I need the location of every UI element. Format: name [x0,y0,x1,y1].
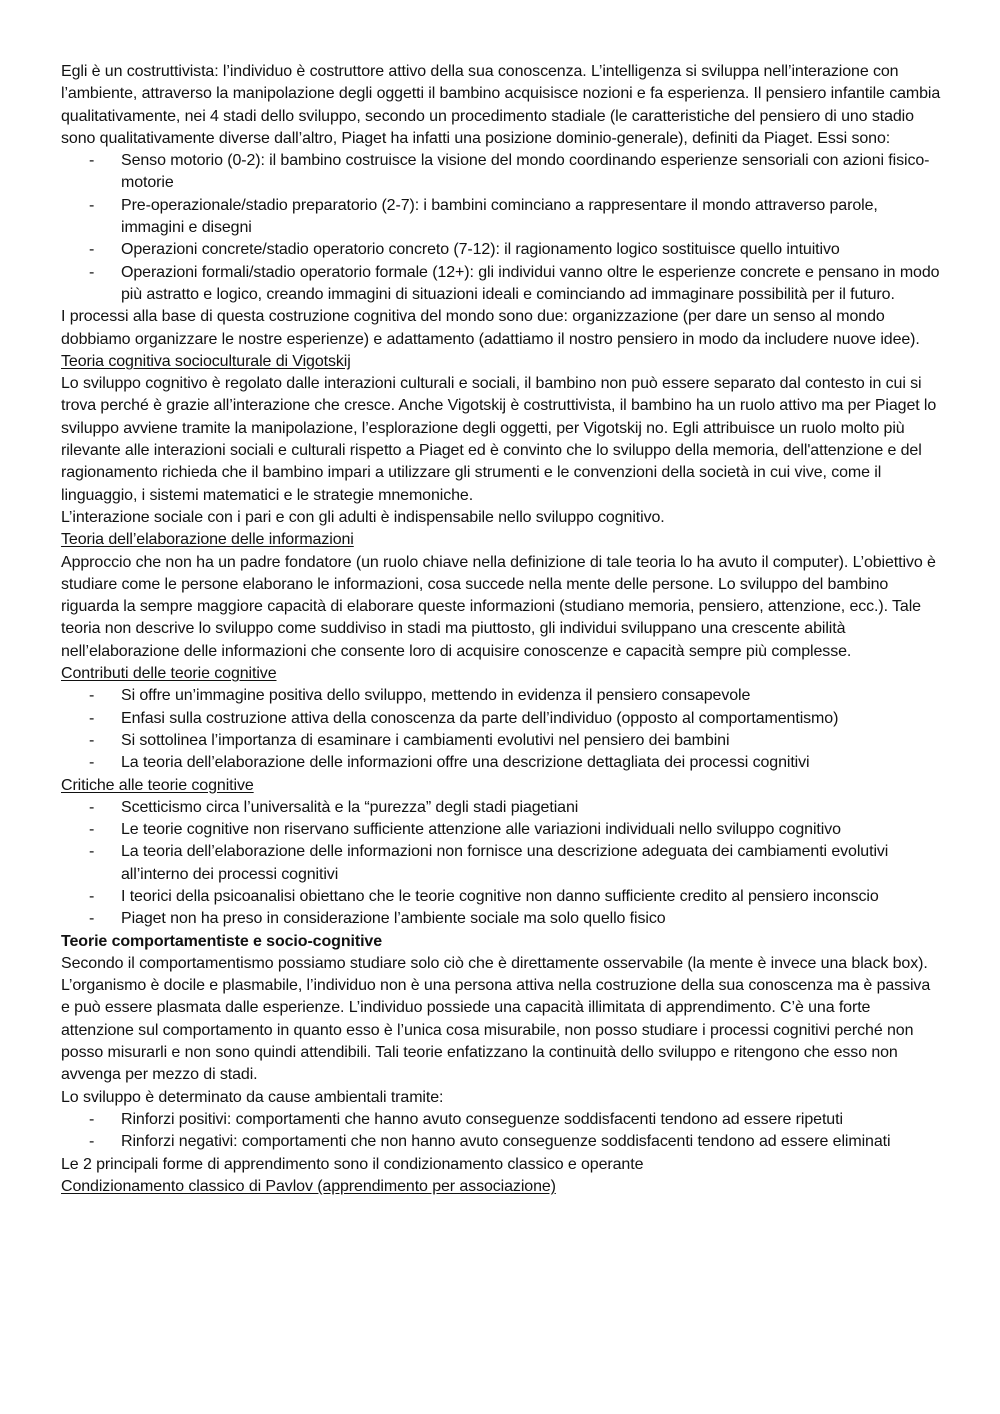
list-item: - Piaget non ha preso in considerazione l’ambiente sociale ma solo quello fisico [61,908,941,930]
paragraph-social-interaction: L’interazione sociale con i pari e con gli adulti è indispensabile nello sviluppo cognitivo. [61,508,665,526]
heading-pavlov: Condizionamento classico di Pavlov (apprendimento per associazione) [61,1177,556,1195]
paragraph-environmental-causes: Lo sviluppo è determinato da cause ambientali tramite: [61,1088,444,1106]
piaget-stages-list [61,150,941,306]
paragraph-learning-forms: Le 2 principali forme di apprendimento sono il condizionamento classico e operante [61,1155,644,1173]
heading-vigotskij: Teoria cognitiva socioculturale di Vigotskij [61,352,351,370]
list-item: - Si sottolinea l’importanza di esaminare i cambiamenti evolutivi nel pensiero dei bambini [61,730,941,752]
paragraph-processes: I processi alla base di questa costruzione cognitiva del mondo sono due: organizzazione (per dare un senso al mondo dobbiamo organizzare le nostre esperienze) e adattamento (adattiamo il nostro pensiero in modo da includere nuove idee). [61,308,920,348]
heading-contributions: Contributi delle teorie cognitive [61,665,277,683]
list-item: - Le teorie cognitive non riservano sufficiente attenzione alle variazioni individuali nello sviluppo cognitivo [61,819,941,841]
list-item: - Senso motorio (0-2): il bambino costruisce la visione del mondo coordinando esperienze sensoriali con azioni fisico-motorie [61,150,941,195]
reinforcements-list [61,1109,941,1154]
contributions-list [61,685,941,774]
list-item: - Rinforzi positivi: comportamenti che hanno avuto conseguenze soddisfacenti tendono ad essere ripetuti [61,1109,941,1131]
list-item: - Operazioni concrete/stadio operatorio concreto (7-12): il ragionamento logico sostituisce quello intuitivo [61,239,941,261]
list-item: - Pre-operazionale/stadio preparatorio (2-7): i bambini cominciano a rappresentare il mondo attraverso parole, immagini e disegni [61,195,941,240]
paragraph-vigotskij: Lo sviluppo cognitivo è regolato dalle interazioni culturali e sociali, il bambino non può essere separato dal contesto in cui si trova perché è grazie all’interazione che cresce. Anche Vigotskij è costruttivista, il bambino ha un ruolo attivo ma per Piaget lo sviluppo avviene tramite la manipolazione, l’esplorazione degli oggetti, per Vigotskij no. Egli attribuisce un ruolo molto più rilevante alle interazioni sociali e culturali rispetto a Piaget ed è convinto che lo sviluppo della memoria, dell'attenzione e del ragionamento richieda che il bambino impari a utilizzare gli strumenti e le convenzioni della società in cui vive, come il linguaggio, i sistemi matematici e le strategie mnemoniche. [61,375,937,504]
list-item: - Enfasi sulla costruzione attiva della conoscenza da parte dell’individuo (opposto al comportamentismo) [61,708,941,730]
list-item: - Si offre un’immagine positiva dello sviluppo, mettendo in evidenza il pensiero consapevole [61,685,941,707]
heading-criticisms: Critiche alle teorie cognitive [61,776,254,794]
document-page [61,61,941,1198]
list-item: - La teoria dell’elaborazione delle informazioni non fornisce una descrizione adeguata dei cambiamenti evolutivi all’interno dei processi cognitivi [61,841,941,886]
list-item: - La teoria dell’elaborazione delle informazioni offre una descrizione dettagliata dei processi cognitivi [61,752,941,774]
paragraph-behaviorism: Secondo il comportamentismo possiamo studiare solo ciò che è direttamente osservabile (la mente è invece una black box). L’organismo è docile e plasmabile, l’individuo non è una persona attiva nella costruzione della sua conoscenza ma è passiva e può essere plasmata dalle esperienze. L’individuo possiede una capacità illimitata di apprendimento. C’è una forte attenzione sul comportamento in quanto esso è l’unica cosa misurabile, non posso studiare i processi cognitivi perché non posso misurarli e non sono quindi attendibili. Tali teorie enfatizzano la continuità dello sviluppo e ritengono che esso non avvenga per mezzo di stadi. [61,954,931,1084]
paragraph-piaget-intro: Egli è un costruttivista: l’individuo è costruttore attivo della sua conoscenza. L’intelligenza si sviluppa nell’interazione con l’ambiente, attraverso la manipolazione degli oggetti il bambino acquisisce nozioni e fa esperienza. Il pensiero infantile cambia qualitativamente, nei 4 stadi dello sviluppo, secondo un procedimento stadiale (le caratteristiche del pensiero di uno stadio sono qualitativamente diverse dall’altro, Piaget ha infatti una posizione dominio-generale), definiti da Piaget. Essi sono: [61,63,941,147]
list-item: - Operazioni formali/stadio operatorio formale (12+): gli individui vanno oltre le esperienze concrete e pensano in modo più astratto e logico, creando immagini di situazioni ideali e cominciando ad immaginare possibilità per il futuro. [61,262,941,307]
list-item: - I teorici della psicoanalisi obiettano che le teorie cognitive non danno sufficiente credito al pensiero inconscio [61,886,941,908]
paragraph-information-processing: Approccio che non ha un padre fondatore (un ruolo chiave nella definizione di tale teoria lo ha avuto il computer). L’obiettivo è studiare come le persone elaborano le informazioni, cosa succede nella mente delle persone. Lo sviluppo del bambino riguarda la sempre maggiore capacità di elaborare queste informazioni (studiano memoria, pensiero, attenzione, ecc.). Tale teoria non descrive lo sviluppo come suddiviso in stadi ma piuttosto, gli individui sviluppano una crescente abilità nell’elaborazione delle informazioni che consente loro di acquisire conoscenze e capacità sempre più complesse. [61,553,936,660]
criticisms-list [61,797,941,931]
heading-information-processing: Teoria dell’elaborazione delle informazioni [61,531,354,549]
heading-behaviorist-theories: Teorie comportamentiste e socio-cognitive [61,932,383,950]
list-item: - Scetticismo circa l’universalità e la “purezza” degli stadi piagetiani [61,797,941,819]
list-item: - Rinforzi negativi: comportamenti che non hanno avuto conseguenze soddisfacenti tendono ad essere eliminati [61,1131,941,1153]
